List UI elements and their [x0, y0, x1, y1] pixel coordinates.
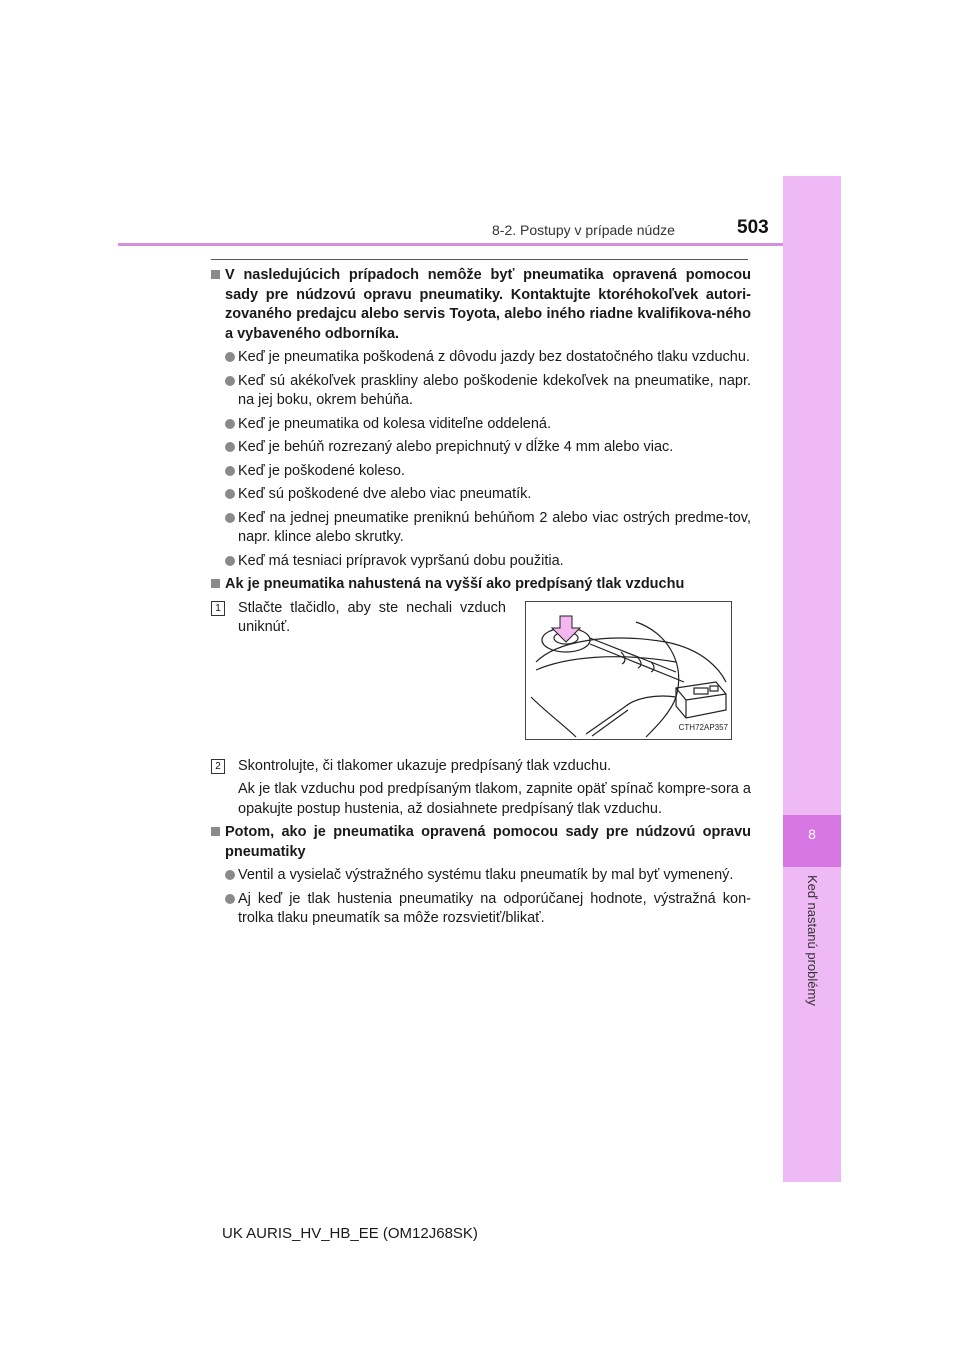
compressor-illustration [525, 601, 732, 740]
content-top-rule [211, 259, 748, 260]
circle-bullet-icon [225, 376, 235, 386]
circle-bullet-icon [225, 442, 235, 452]
list-item: Keď na jednej pneumatike preniknú behúňom 2 alebo viac ostrých predme-tov, napr. klince alebo skrutky. [211, 509, 751, 548]
section-heading: V nasledujúcich prípadoch nemôže byť pneumatika opravená pomocou sady pre núdzovú opravu pneumatiky. Kontaktujte ktoréhokoľvek autori-zovaného predajcu alebo servis Toyota, alebo iného riadne kvalifikova-ného a vybaveného odborníka. [211, 266, 751, 344]
section-title: 8-2. Postupy v prípade núdze [492, 222, 675, 238]
circle-bullet-icon [225, 352, 235, 362]
list-item: Keď je pneumatika poškodená z dôvodu jazdy bez dostatočného tlaku vzduchu. [211, 348, 751, 368]
list-item: Ventil a vysielač výstražného systému tlaku pneumatík by mal byť vymenený. [211, 866, 751, 886]
circle-bullet-icon [225, 466, 235, 476]
step-number-badge: 1 [211, 601, 225, 616]
step-1 [211, 599, 751, 749]
page-content [211, 266, 751, 933]
chapter-number: 8 [808, 826, 816, 842]
circle-bullet-icon [225, 870, 235, 880]
step-2 [211, 757, 751, 777]
square-bullet-icon [211, 827, 220, 836]
section-heading: Potom, ako je pneumatika opravená pomocou sady pre núdzovú opravu pneumatiky [211, 823, 751, 862]
square-bullet-icon [211, 579, 220, 588]
section-heading: Ak je pneumatika nahustená na vyšší ako predpísaný tlak vzduchu [211, 575, 751, 595]
header-rule [118, 243, 783, 246]
chapter-title: Keď nastanú problémy [805, 875, 820, 1006]
chapter-side-tab [783, 176, 841, 1182]
list-item: Keď je poškodené koleso. [211, 462, 751, 482]
step-text: Skontrolujte, či tlakomer ukazuje predpísaný tlak vzduchu. [238, 757, 612, 774]
circle-bullet-icon [225, 513, 235, 523]
list-item: Keď je behúň rozrezaný alebo prepichnutý v dĺžke 4 mm alebo viac. [211, 438, 751, 458]
circle-bullet-icon [225, 419, 235, 429]
list-item: Keď sú akékoľvek praskliny alebo poškodenie kdekoľvek na pneumatike, napr. na jej boku, okrem behúňa. [211, 372, 751, 411]
list-item: Keď sú poškodené dve alebo viac pneumatík. [211, 485, 751, 505]
circle-bullet-icon [225, 556, 235, 566]
step-text: Stlačte tlačidlo, aby ste nechali vzduch uniknúť. [238, 599, 506, 635]
step-note: Ak je tlak vzduchu pod predpísaným tlakom, zapnite opäť spínač kompre-sora a opakujte postup hustenia, až dosiahnete predpísaný tlak vzduchu. [238, 781, 751, 817]
list-item: Aj keď je tlak hustenia pneumatiky na odporúčanej hodnote, výstražná kon-trolka tlaku pneumatík sa môže rozsvietiť/blikať. [211, 890, 751, 929]
document-code: UK AURIS_HV_HB_EE (OM12J68SK) [222, 1225, 478, 1242]
figure-code: CTH72AP357 [678, 723, 728, 732]
step-number-badge: 2 [211, 759, 225, 774]
list-item: Keď má tesniaci prípravok vypršanú dobu použitia. [211, 552, 751, 572]
circle-bullet-icon [225, 489, 235, 499]
circle-bullet-icon [225, 894, 235, 904]
square-bullet-icon [211, 270, 220, 279]
page-number: 503 [737, 217, 769, 238]
list-item: Keď je pneumatika od kolesa viditeľne oddelená. [211, 415, 751, 435]
